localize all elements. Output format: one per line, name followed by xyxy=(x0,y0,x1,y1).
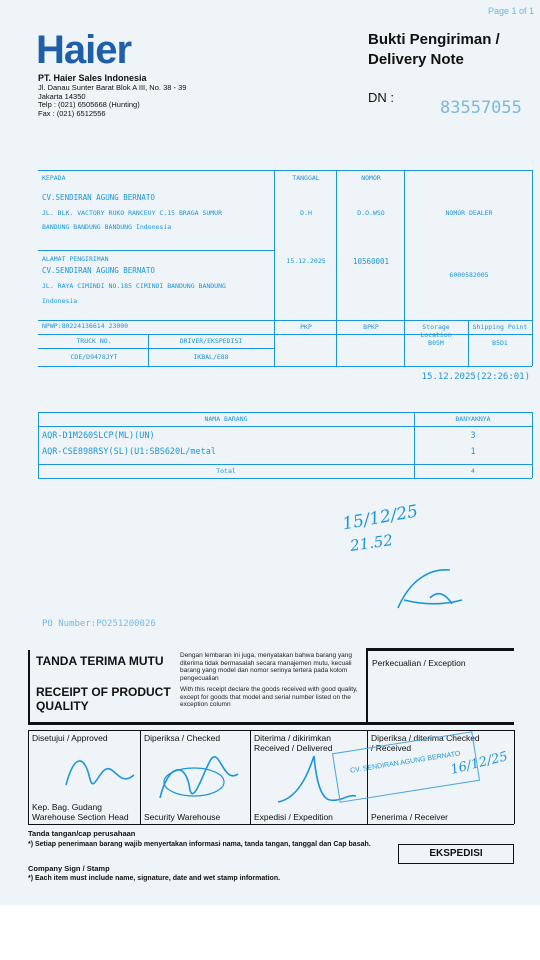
handwritten-time: 21.52 xyxy=(348,531,394,555)
handwritten-signature xyxy=(390,560,470,620)
nomor-label: NOMOR xyxy=(361,174,381,182)
storage-label: Storage Location xyxy=(420,323,452,339)
storage-value: B05M xyxy=(428,339,444,347)
printed-timestamp: 15.12.2025(22:26:01) xyxy=(421,372,530,382)
receipt-bottom-rule xyxy=(28,722,514,725)
dealer-label: NOMOR DEALER xyxy=(445,209,493,217)
page-label: Page 1 of 1 xyxy=(487,6,534,16)
truck-value: CDE/D9478JYT xyxy=(70,353,118,361)
expedition-label: Expedisi / Expedition xyxy=(254,812,333,822)
dn-label: DN : xyxy=(368,90,394,105)
bpkp-label: BPKP xyxy=(363,323,379,331)
shipping-label: Shipping Point xyxy=(472,323,528,331)
received-label: Diperiksa / diterima Checked / Received xyxy=(371,733,480,753)
warehouse-head-label: Kep. Bag. Gudang Warehouse Section Head xyxy=(32,802,129,822)
column-nama-barang: NAMA BARANG xyxy=(204,415,248,423)
dealer-value: 6000582005 xyxy=(449,271,489,279)
npwp: NPWP:80224136614 23000 xyxy=(42,322,129,330)
company-stamp: CV. SENDIRAN AGUNG BERNATO xyxy=(332,731,480,803)
driver-label: DRIVER/EKSPEDISI xyxy=(179,337,243,345)
shipping-value: B5D1 xyxy=(492,339,508,347)
checked-label: Diperiksa / Checked xyxy=(144,733,221,743)
receipt-title-en: RECEIPT OF PRODUCT QUALITY xyxy=(36,685,171,713)
haier-logo: Haier xyxy=(36,28,132,72)
checked-signature xyxy=(150,744,246,810)
copy-label: EKSPEDISI xyxy=(398,844,514,864)
approved-signature xyxy=(60,745,140,805)
receipt-top-rule xyxy=(366,648,514,651)
sign-note: *) Each item must include name, signature, date and wet stamp information. xyxy=(28,875,281,882)
receiver-label: Penerima / Receiver xyxy=(371,812,449,822)
alamat-label: ALAMAT PENGIRIMAN xyxy=(42,255,109,263)
kepada-name: CV.SENDIRAN AGUNG BERNATO xyxy=(42,193,155,202)
total-label: Total xyxy=(216,467,236,475)
receipt-text-en: With this receipt declare the goods received with good quality, except for goods that model and serial number listed on the exception column xyxy=(180,686,358,708)
stamp-title: Tanda tangan/cap perusahaan xyxy=(28,829,136,838)
kepada-label: KEPADA xyxy=(42,174,66,182)
kepada-city: BANDUNG BANDUNG BANDUNG Indonesia xyxy=(42,223,172,231)
receipt-text-id: Dengan lembaran ini juga, menyatakan bahwa barang yang diterima tidak bermasalah secara manajemen mutu, kecuali barang yang model dan nomor serinya tertera pada kolom pengecualian xyxy=(180,652,353,682)
po-number: PO Number:PO251200026 xyxy=(42,619,156,629)
receipt-title-id: TANDA TERIMA MUTU xyxy=(36,654,164,668)
delivered-label: Diterima / dikirimkan Received / Delivered xyxy=(254,733,333,753)
tanggal-sub: D.H xyxy=(300,209,312,217)
security-label: Security Warehouse xyxy=(144,812,221,822)
nomor-value: 10560001 xyxy=(352,257,390,266)
dn-number: 83557055 xyxy=(440,98,522,118)
column-banyaknya: BANYAKNYA xyxy=(455,415,491,423)
sign-title: Company Sign / Stamp xyxy=(28,864,110,873)
stamp-note: *) Setiap penerimaan barang wajib menyertakan informasi nama, tanda tangan, tanggal dan Cap basah. xyxy=(28,841,371,848)
document-title: Bukti Pengiriman / Delivery Note xyxy=(368,31,500,68)
driver-value: IKBAL/E88 xyxy=(193,353,229,361)
pkp-label: PKP xyxy=(300,323,312,331)
total-qty: 4 xyxy=(471,467,475,475)
kepada-address: JL. BLK. VACTORY RUKO RANCEUY C.15 BRAGA SUMUR xyxy=(42,209,223,217)
tanggal-value: 15.12.2025 xyxy=(286,257,326,265)
item-qty: 3 xyxy=(470,431,476,441)
exception-divider xyxy=(366,648,368,724)
nomor-sub: D.O.WSO xyxy=(357,209,385,217)
alamat-address: JL. RAYA CIMINDI NO.185 CIMINDI BANDUNG BANDUNG xyxy=(42,282,226,290)
exception-label: Perkecualian / Exception xyxy=(372,658,466,668)
item-qty: 1 xyxy=(470,447,476,457)
company-address: Jl. Danau Sunter Barat Blok A III, No. 38 - 39 Jakarta 14350 Telp : (021) 6505668 (Hunting) Fax : (021) 6512556 xyxy=(38,83,187,118)
receipt-left-bar xyxy=(28,650,30,722)
alamat-name: CV.SENDIRAN AGUNG BERNATO xyxy=(42,266,155,275)
approved-label: Disetujui / Approved xyxy=(32,733,108,743)
item-name: AQR-CSE898RSY(SL)(U1:SBS620L/metal xyxy=(42,447,216,457)
item-name: AQR-D1M260SLCP(ML)(UN) xyxy=(42,431,155,441)
receiver-handwritten-date: 16/12/25 xyxy=(449,749,510,778)
alamat-country: Indonesia xyxy=(42,297,78,305)
company-name: PT. Haier Sales Indonesia xyxy=(38,73,147,83)
tanggal-label: TANGGAL xyxy=(292,174,320,182)
handwritten-date: 15/12/25 xyxy=(340,501,420,535)
truck-label: TRUCK NO. xyxy=(76,337,112,345)
